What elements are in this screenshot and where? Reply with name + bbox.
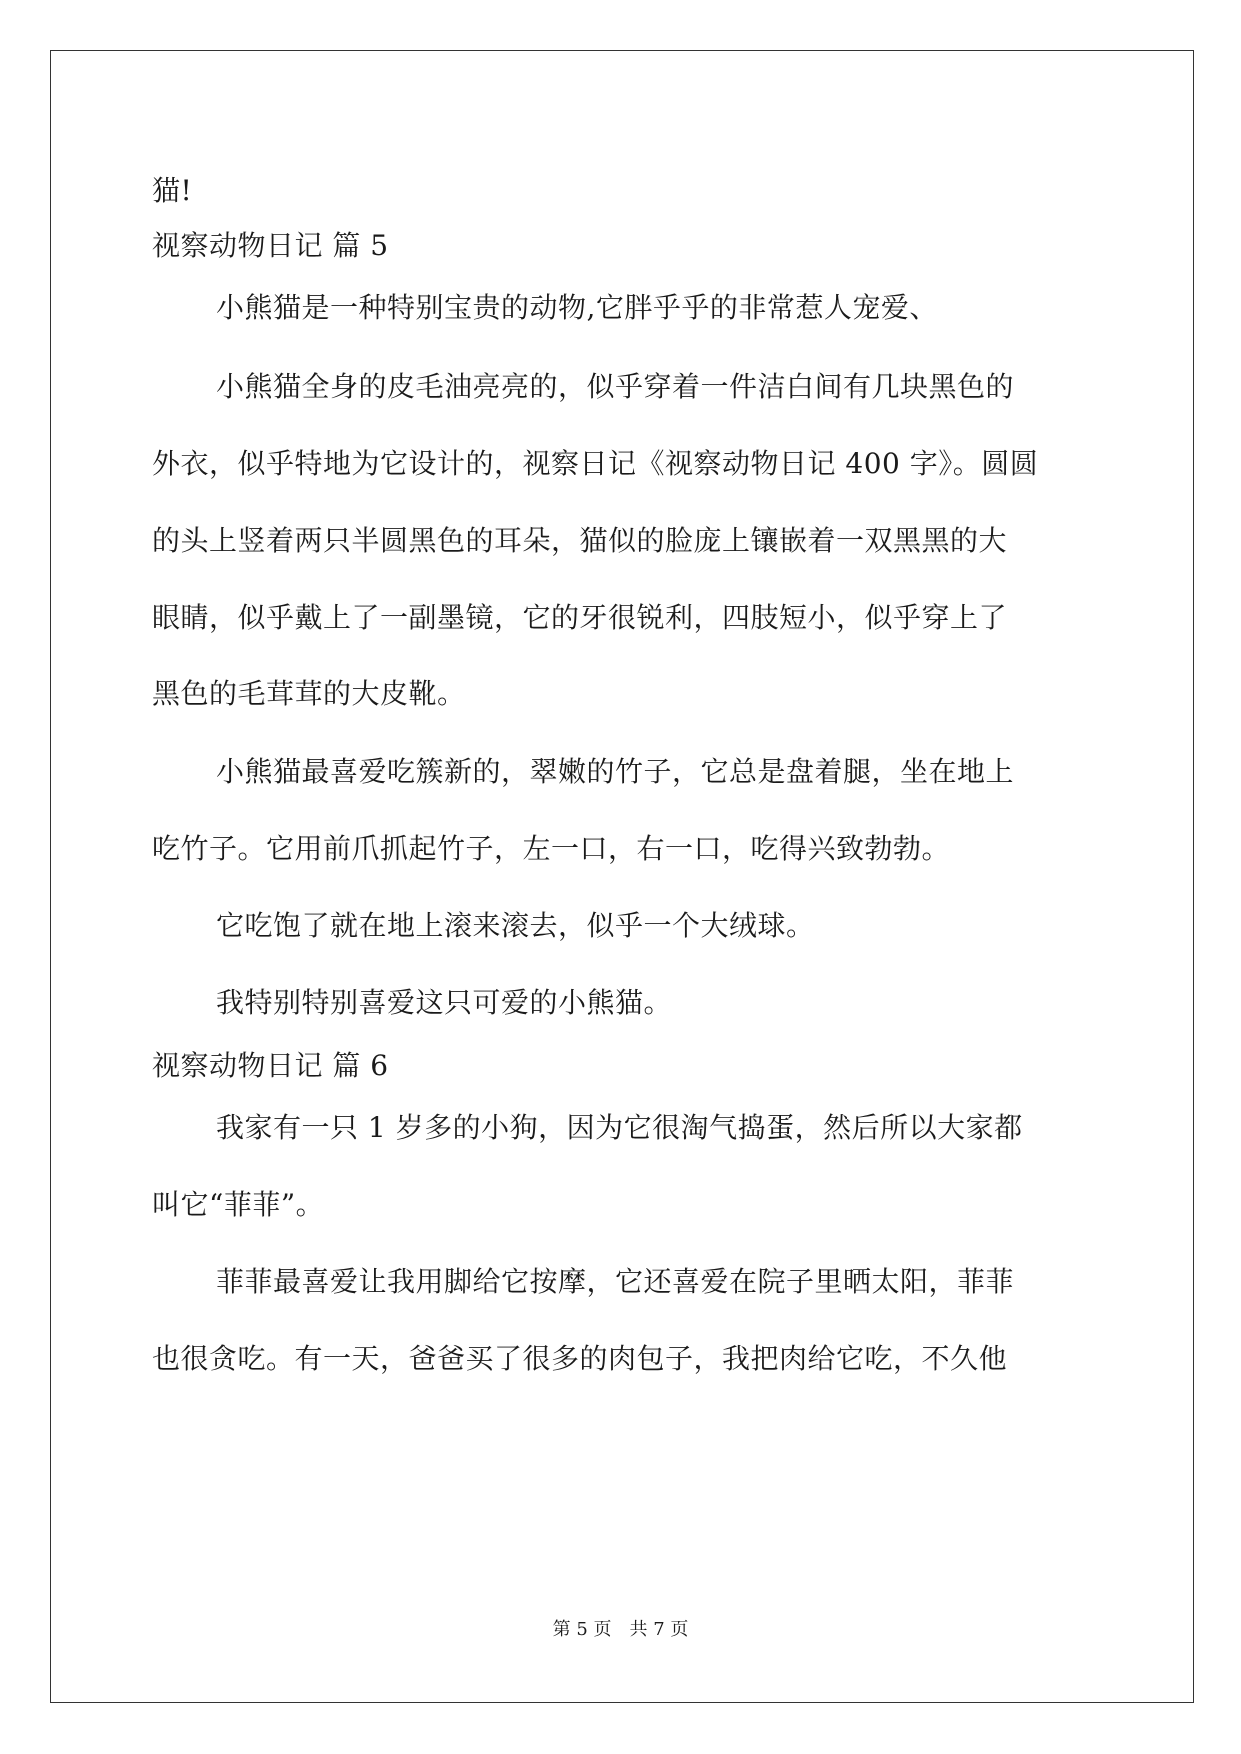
paragraph-line: 眼睛，似乎戴上了一副墨镜，它的牙很锐利，四肢短小，似乎穿上了 — [152, 601, 1008, 634]
paragraph-line: 小熊猫最喜爱吃簇新的，翠嫩的竹子，它总是盘着腿，坐在地上 — [216, 755, 1015, 788]
paragraph-line: 我家有一只 1 岁多的小狗，因为它很淘气捣蛋，然后所以大家都 — [216, 1111, 1023, 1144]
paragraph-line: 小熊猫是一种特别宝贵的动物,它胖乎乎的非常惹人宠爱、 — [216, 291, 938, 324]
paragraph-line: 也很贪吃。有一天，爸爸买了很多的肉包子，我把肉给它吃，不久他 — [152, 1342, 1008, 1375]
paragraph-line: 我特别特别喜爱这只可爱的小熊猫。 — [216, 986, 673, 1019]
paragraph-line: 小熊猫全身的皮毛油亮亮的，似乎穿着一件洁白间有几块黑色的 — [216, 370, 1015, 403]
text-line: 猫! — [152, 174, 193, 207]
paragraph-line: 吃竹子。它用前爪抓起竹子，左一口，右一口，吃得兴致勃勃。 — [152, 832, 951, 865]
paragraph-line: 菲菲最喜爱让我用脚给它按摩，它还喜爱在院子里晒太阳，菲菲 — [216, 1265, 1015, 1298]
paragraph-line: 外衣，似乎特地为它设计的，视察日记《视察动物日记 400 字》。圆圆 — [152, 447, 1039, 480]
paragraph-line: 的头上竖着两只半圆黑色的耳朵，猫似的脸庞上镶嵌着一双黑黑的大 — [152, 524, 1008, 557]
page-number: 第 5 页 共 7 页 — [552, 1619, 689, 1640]
paragraph-line: 它吃饱了就在地上滚来滚去，似乎一个大绒球。 — [216, 909, 815, 942]
section-heading: 视察动物日记 篇 6 — [152, 1049, 389, 1082]
paragraph-line: 叫它“菲菲”。 — [152, 1188, 325, 1221]
section-heading: 视察动物日记 篇 5 — [152, 229, 389, 262]
paragraph-line: 黑色的毛茸茸的大皮靴。 — [152, 677, 466, 710]
